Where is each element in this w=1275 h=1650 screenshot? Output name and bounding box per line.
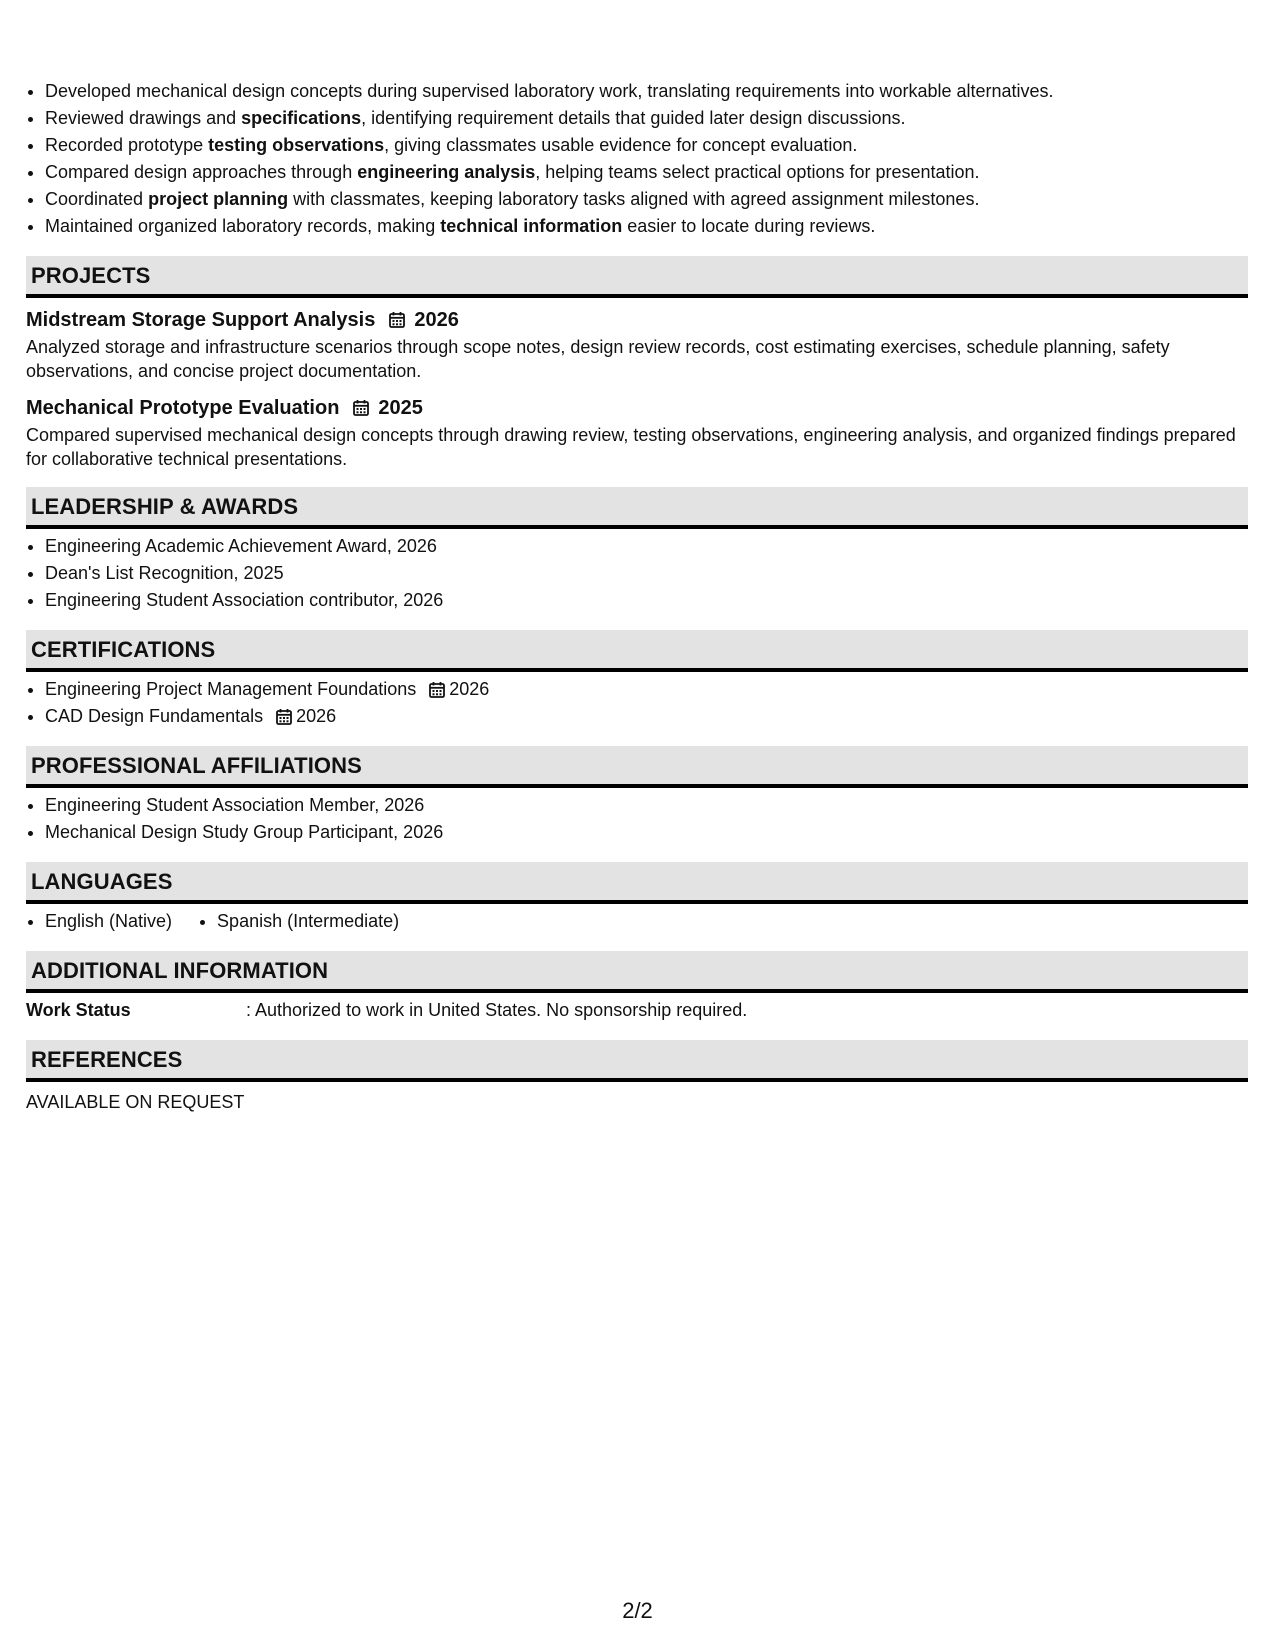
projects-heading: PROJECTS <box>26 256 1248 298</box>
list-item: • Engineering Academic Achievement Award, 2026 <box>45 533 1248 560</box>
additional-info-heading: ADDITIONAL INFORMATION <box>26 951 1248 993</box>
work-status-row <box>26 996 1248 1024</box>
references-heading: REFERENCES <box>26 1040 1248 1082</box>
affiliations-list <box>26 792 1248 846</box>
list-item: • Mechanical Design Study Group Participant, 2026 <box>45 819 1248 846</box>
leadership-list <box>26 533 1248 614</box>
calendar-icon <box>388 311 406 329</box>
certifications-heading: CERTIFICATIONS <box>26 630 1248 672</box>
work-status-value: : Authorized to work in United States. No sponsorship required. <box>246 1000 748 1020</box>
affiliations-heading: PROFESSIONAL AFFILIATIONS <box>26 746 1248 788</box>
experience-bullet: • Compared design approaches through engineering analysis, helping teams select practical options for presentation. <box>45 159 1248 186</box>
project-year: 2026 <box>414 309 459 331</box>
list-item: • Engineering Student Association Member, 2026 <box>45 792 1248 819</box>
language-item: • English (Native) <box>45 908 172 935</box>
certification-year: 2026 <box>449 679 490 699</box>
list-item <box>45 703 1248 730</box>
languages-heading: LANGUAGES <box>26 862 1248 904</box>
certification-year: 2026 <box>296 706 337 726</box>
experience-bullet: • Reviewed drawings and specifications, identifying requirement details that guided later design discussions. <box>45 105 1248 132</box>
calendar-icon <box>275 708 293 726</box>
certifications-list <box>26 676 1248 730</box>
project-year: 2025 <box>378 397 423 419</box>
project-description: Compared supervised mechanical design concepts through drawing review, testing observations, engineering analysis, and organized findings prepared for collaborative technical presentations. <box>26 425 1236 469</box>
list-item: • Engineering Student Association contributor, 2026 <box>45 587 1248 614</box>
list-item <box>45 676 1248 703</box>
list-item: • Dean's List Recognition, 2025 <box>45 560 1248 587</box>
project-title: Midstream Storage Support Analysis <box>26 309 376 331</box>
language-item: • Spanish (Intermediate) <box>217 908 399 935</box>
project-entry <box>26 305 1248 383</box>
references-text: AVAILABLE ON REQUEST <box>26 1092 245 1112</box>
experience-bullet: • Maintained organized laboratory records, making technical information easier to locate during reviews. <box>45 213 1248 240</box>
calendar-icon <box>428 681 446 699</box>
certification-name: • Engineering Project Management Foundations <box>45 679 417 699</box>
resume-page <box>26 78 1248 1116</box>
experience-bullet: • Coordinated project planning with classmates, keeping laboratory tasks aligned with agreed assignment milestones. <box>45 186 1248 213</box>
calendar-icon <box>352 399 370 417</box>
languages-list <box>26 908 1248 935</box>
certification-name: • CAD Design Fundamentals <box>45 706 264 726</box>
leadership-heading: LEADERSHIP & AWARDS <box>26 487 1248 529</box>
project-description: Analyzed storage and infrastructure scenarios through scope notes, design review records, cost estimating exercises, schedule planning, safety observations, and concise project documentation. <box>26 337 1170 381</box>
experience-bullet: • Developed mechanical design concepts during supervised laboratory work, translating requirements into workable alternatives. <box>45 78 1248 105</box>
work-status-label: Work Status <box>26 1000 131 1020</box>
experience-bullet: • Recorded prototype testing observations, giving classmates usable evidence for concept evaluation. <box>45 132 1248 159</box>
page-number: 2/2 <box>622 1598 653 1623</box>
project-title: Mechanical Prototype Evaluation <box>26 397 340 419</box>
experience-bullet-list <box>26 78 1248 240</box>
project-entry <box>26 393 1248 471</box>
